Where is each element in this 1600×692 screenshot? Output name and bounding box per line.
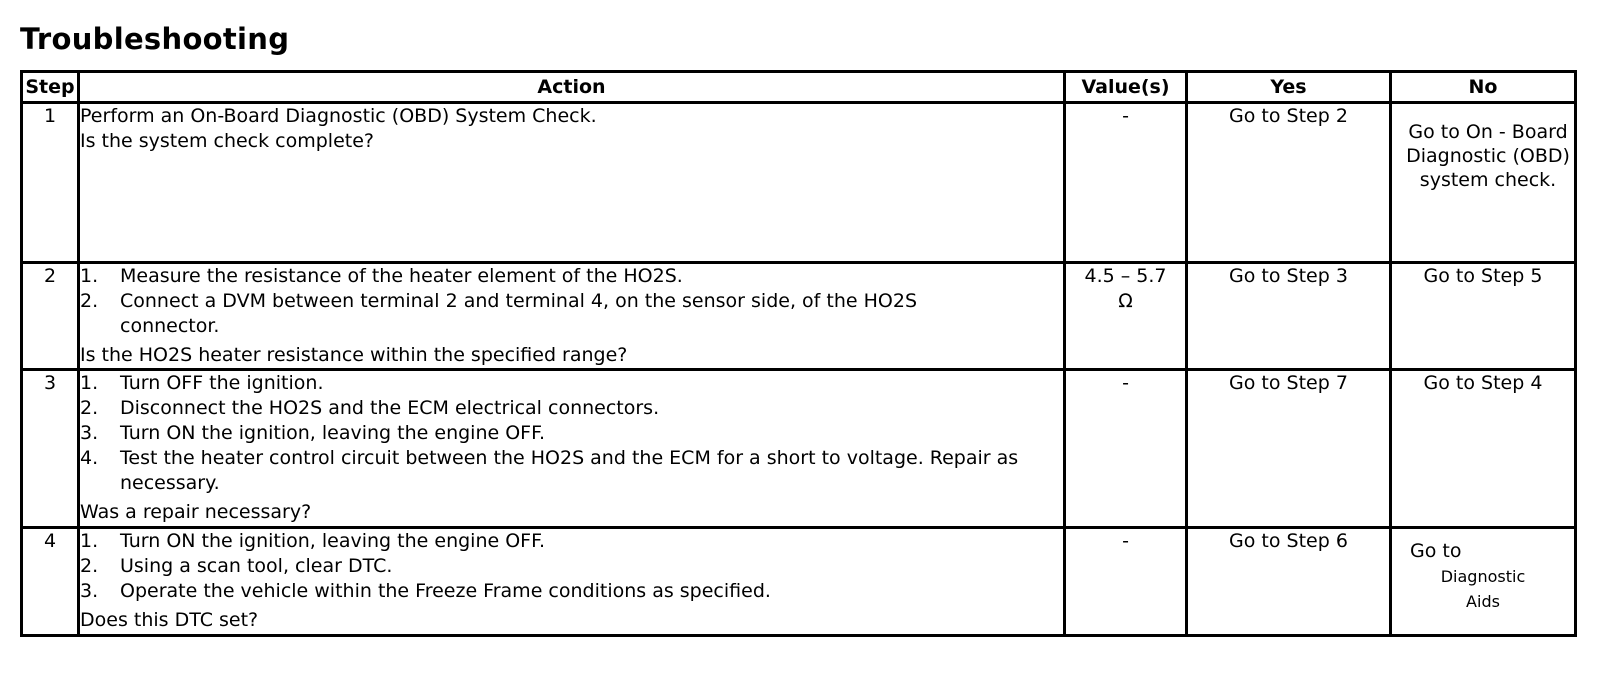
list-item	[80, 421, 1063, 446]
action-cell	[79, 528, 1065, 636]
item-number: 1.	[80, 530, 99, 552]
table-row	[22, 103, 1576, 263]
step-number: 1	[22, 103, 79, 263]
value-cell: -	[1065, 103, 1187, 263]
item-text: Measure the resistance of the heater element of the HO2S.	[120, 265, 683, 287]
value-cell: -	[1065, 528, 1187, 636]
item-text: Test the heater control circuit between the HO2S and the ECM for a short to voltage. Repair as necessary.	[120, 447, 1019, 494]
page-title: Troubleshooting	[20, 22, 290, 56]
action-cell	[79, 263, 1065, 370]
item-text: Connect a DVM between terminal 2 and terminal 4, on the sensor side, of the HO2S connector.	[120, 290, 918, 337]
action-question: Is the system check complete?	[80, 130, 374, 152]
no-link-line: Diagnostic Aids	[1440, 567, 1526, 611]
yes-cell: Go to Step 7	[1187, 370, 1391, 528]
action-question: Is the HO2S heater resistance within the specified range?	[80, 344, 628, 366]
no-link-line: Go to	[1410, 540, 1462, 562]
troubleshooting-table	[20, 70, 1577, 637]
list-item	[80, 579, 1063, 604]
action-question: Does this DTC set?	[80, 609, 259, 631]
item-text: Disconnect the HO2S and the ECM electrical connectors.	[120, 397, 660, 419]
item-number: 1.	[80, 372, 99, 394]
item-text: Turn ON the ignition, leaving the engine OFF.	[120, 422, 546, 444]
action-list	[80, 371, 1063, 496]
action-line: Perform an On-Board Diagnostic (OBD) System Check.	[80, 105, 597, 127]
value-cell: 4.5 – 5.7 Ω	[1065, 263, 1187, 370]
step-number: 3	[22, 370, 79, 528]
item-number: 2.	[80, 397, 99, 419]
table-row	[22, 370, 1576, 528]
item-number: 2.	[80, 555, 99, 577]
list-item	[80, 529, 1063, 554]
header-step: Step	[22, 72, 79, 103]
table-header-row	[22, 72, 1576, 103]
list-item	[80, 289, 1063, 339]
no-cell	[1391, 528, 1576, 636]
no-cell: Go to On - Board Diagnostic (OBD) system check.	[1391, 103, 1576, 263]
action-cell	[79, 370, 1065, 528]
item-text: Turn OFF the ignition.	[120, 372, 324, 394]
header-action: Action	[79, 72, 1065, 103]
list-item	[80, 264, 1063, 289]
value-cell: -	[1065, 370, 1187, 528]
list-item	[80, 554, 1063, 579]
no-cell: Go to Step 4	[1391, 370, 1576, 528]
item-text: Using a scan tool, clear DTC.	[120, 555, 393, 577]
header-yes: Yes	[1187, 72, 1391, 103]
action-list	[80, 529, 1063, 604]
item-text: Turn ON the ignition, leaving the engine OFF.	[120, 530, 546, 552]
header-values: Value(s)	[1065, 72, 1187, 103]
item-number: 2.	[80, 290, 99, 312]
item-number: 3.	[80, 580, 99, 602]
item-text: Operate the vehicle within the Freeze Frame conditions as specified.	[120, 580, 771, 602]
yes-cell: Go to Step 2	[1187, 103, 1391, 263]
item-number: 4.	[80, 447, 99, 469]
yes-cell: Go to Step 3	[1187, 263, 1391, 370]
no-cell: Go to Step 5	[1391, 263, 1576, 370]
header-no: No	[1391, 72, 1576, 103]
action-cell	[79, 103, 1065, 263]
table-row	[22, 263, 1576, 370]
list-item	[80, 446, 1063, 496]
item-number: 1.	[80, 265, 99, 287]
table-row	[22, 528, 1576, 636]
action-list	[80, 264, 1063, 339]
list-item	[80, 371, 1063, 396]
action-question: Was a repair necessary?	[80, 501, 312, 523]
item-number: 3.	[80, 422, 99, 444]
step-number: 2	[22, 263, 79, 370]
list-item	[80, 396, 1063, 421]
step-number: 4	[22, 528, 79, 636]
yes-cell: Go to Step 6	[1187, 528, 1391, 636]
